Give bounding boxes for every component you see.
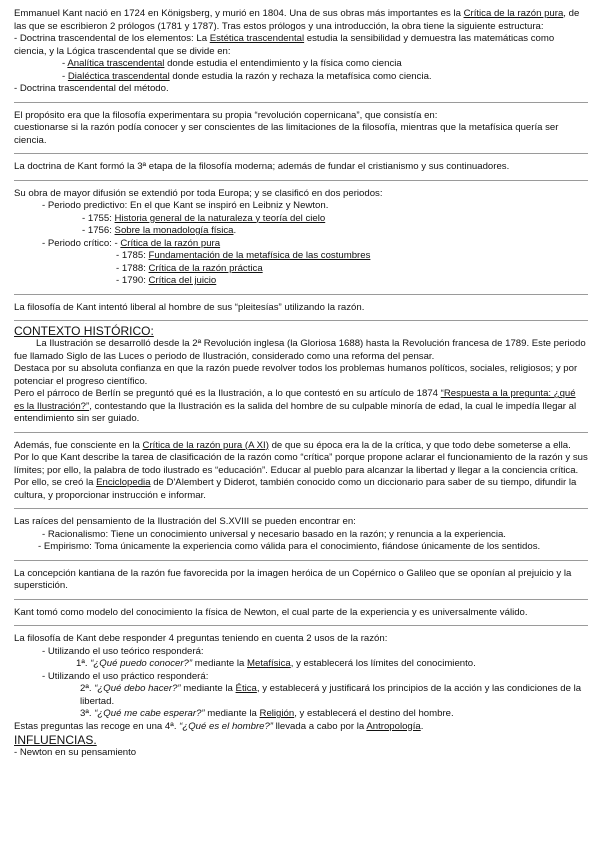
obra-title: Crítica de la razón pura bbox=[120, 237, 221, 249]
proposito-section bbox=[14, 110, 588, 148]
question-mid: mediante la bbox=[204, 708, 260, 719]
divider bbox=[14, 320, 588, 321]
sub-text: donde estudia la razón y rechaza la metafísica como ciencia. bbox=[169, 70, 432, 82]
periodo-critico bbox=[14, 238, 588, 251]
year-label: - 1756: bbox=[82, 225, 115, 236]
question-number: 2ª. bbox=[80, 683, 95, 694]
obra-1755 bbox=[14, 213, 588, 226]
dialectica-ref: Dialéctica trascendental bbox=[67, 70, 170, 82]
difusion-intro: Su obra de mayor difusión se extendió por toda Europa; y se clasificó en dos periodos: bbox=[14, 187, 383, 199]
raices-section bbox=[14, 516, 588, 554]
divider bbox=[14, 153, 588, 154]
obra-1785 bbox=[14, 250, 588, 263]
obra-title: Crítica del juicio bbox=[148, 275, 217, 286]
contexto-paragraph-3 bbox=[14, 388, 588, 426]
obra-title: Fundamentación de la metafísica de las costumbres bbox=[148, 250, 371, 261]
divider bbox=[14, 508, 588, 509]
question-number: 1ª. bbox=[76, 658, 91, 669]
metafisica-ref: Metafísica bbox=[247, 658, 291, 669]
proposito-line-1: El propósito era que la filosofía experimentara su propia “revolución copernicana”, que consistía en: bbox=[14, 109, 438, 121]
question-number: 3ª. bbox=[80, 708, 95, 719]
doctrina-paragraph: La doctrina de Kant formó la 3ª etapa de la filosofía moderna; además de fundar el cristianismo y sus continuadores. bbox=[14, 161, 510, 172]
critica-axi-ref: Crítica de la razón pura (A XI) bbox=[142, 439, 269, 451]
obra-1788 bbox=[14, 263, 588, 276]
pregunta-1 bbox=[14, 658, 588, 671]
contexto-paragraph-2: Destaca por su absoluta confianza en que la razón puede revolver todos los problemas humanos políticos, sociales, religiosos; y por potenciar el progreso científico. bbox=[14, 363, 578, 387]
intro-text: Emmanuel Kant nació en 1724 en Königsberg, y murió en 1804. Una de sus obras más importantes es la bbox=[14, 8, 464, 19]
question-mid: mediante la bbox=[192, 658, 248, 669]
liberal-paragraph: La filosofía de Kant intentó liberal al hombre de sus “pleitesías” utilizando la razón. bbox=[14, 301, 365, 313]
question-pre: Estas preguntas las recoge en una 4ª. bbox=[14, 720, 180, 732]
enciclopedia-ref: Enciclopedia bbox=[96, 477, 151, 488]
consciente-text-mid: de que su época era la de la crítica, y que todo debe someterse a ella. Por lo que Kant describe la tarea de clasificación de la razón como “crítica” porque propone aclarar el funcionamiento de la razón y sus límites; por ello, la palabra de todo ilustrado es “educación”. Educar al pueblo para alcanzar la libertad y llegar a la conciencia crítica. Por ello, se creó la bbox=[14, 439, 588, 488]
structure-item-text: - Doctrina trascendental de los elementos: La bbox=[14, 33, 210, 44]
structure-item-metodo: - Doctrina trascendental del método. bbox=[14, 83, 169, 94]
question-text: “¿Qué debo hacer?” bbox=[94, 683, 181, 694]
proposito-line-2: cuestionarse si la razón podía conocer y ser conscientes de las limitaciones de la filosofía, mientras que la metafísica quería ser ciencia. bbox=[14, 122, 559, 146]
contexto-paragraph-1: La Ilustración se desarrolló desde la 2ª Revolución inglesa (la Gloriosa 1688) hasta la Revolución francesa de 1789. Este periodo fue llamado Siglo de las Luces o periodo de Ilustración, considerado como una reforma del pensar. bbox=[14, 338, 586, 362]
obra-title: Crítica de la razón práctica bbox=[148, 262, 263, 274]
articulo-ref: “Respuesta a la pregunta: ¿qué es la Ilustración?” bbox=[14, 388, 576, 412]
punctuation: . bbox=[233, 225, 237, 236]
year-label: - 1788: bbox=[116, 262, 149, 274]
year-label: - 1755: bbox=[82, 212, 115, 224]
question-post: . bbox=[420, 720, 424, 732]
divider bbox=[14, 625, 588, 626]
sub-text: donde estudia el entendimiento y la física como ciencia bbox=[164, 58, 402, 69]
question-mid: llevada a cabo por la bbox=[273, 720, 367, 732]
consciente-text: Además, fue consciente en la bbox=[14, 439, 143, 451]
contexto-section bbox=[14, 324, 588, 426]
divider bbox=[14, 102, 588, 103]
difusion-section bbox=[14, 188, 588, 288]
structure-sub-analitica bbox=[14, 58, 588, 71]
periodo-predictivo: - Periodo predictivo: En el que Kant se inspiró en Leibniz y Newton. bbox=[42, 200, 329, 211]
question-text: “¿Qué puedo conocer?” bbox=[90, 658, 193, 669]
preguntas-intro: La filosofía de Kant debe responder 4 preguntas teniendo en cuenta 2 usos de la razón: bbox=[14, 633, 388, 644]
pregunta-2 bbox=[14, 683, 588, 708]
consciente-paragraph bbox=[14, 440, 588, 503]
question-post: , y establecerá y justificará los principios de la acción y las condiciones de la libertad. bbox=[80, 683, 582, 707]
divider bbox=[14, 432, 588, 433]
influencias-heading: INFLUENCIAS. bbox=[14, 733, 97, 747]
divider bbox=[14, 180, 588, 181]
intro-paragraph bbox=[14, 8, 588, 33]
periodo-critico-label: - Periodo crítico: - bbox=[42, 237, 121, 249]
uso-teorico: - Utilizando el uso teórico responderá: bbox=[42, 645, 204, 657]
structure-item-elementos bbox=[14, 33, 588, 58]
structure-item-text-end: estudia la sensibilidad y demuestra las matemáticas como ciencia, y la Lógica trascendental que se divide en: bbox=[14, 33, 555, 57]
newton-paragraph: Kant tomó como modelo del conocimiento la física de Newton, el cual parte de la experiencia y es universalmente válido. bbox=[14, 606, 528, 618]
contexto-heading: CONTEXTO HISTÓRICO: bbox=[14, 324, 154, 338]
etica-ref: Ética bbox=[235, 683, 257, 694]
divider bbox=[14, 294, 588, 295]
obra-1756 bbox=[14, 225, 588, 238]
obra-1790 bbox=[14, 275, 588, 288]
raices-intro: Las raíces del pensamiento de la Ilustración del S.XVIII se pueden encontrar en: bbox=[14, 516, 356, 527]
structure-sub-dialectica bbox=[14, 71, 588, 84]
obra-title: Sobre la monadología física bbox=[114, 225, 234, 236]
obra-title: Historia general de la naturaleza y teoría del cielo bbox=[114, 212, 326, 224]
question-text: “¿Qué es el hombre?” bbox=[179, 720, 273, 732]
question-text: “¿Qué me cabe esperar?” bbox=[94, 708, 205, 719]
sub-bullet: - bbox=[62, 58, 68, 69]
pregunta-4 bbox=[14, 721, 588, 734]
analitica-ref: Analítica trascendental bbox=[67, 58, 165, 69]
year-label: - 1790: bbox=[116, 275, 149, 286]
influencia-newton: - Newton en su pensamiento bbox=[14, 747, 137, 758]
influencias-section bbox=[14, 733, 588, 760]
document-page bbox=[14, 8, 588, 760]
antropologia-ref: Antropología bbox=[366, 720, 421, 732]
divider bbox=[14, 599, 588, 600]
pregunta-3 bbox=[14, 708, 588, 721]
raices-racionalismo: - Racionalismo: Tiene un conocimiento universal y necesario basado en la razón; y renuncia a la experiencia. bbox=[42, 528, 506, 540]
sub-bullet: - bbox=[62, 70, 68, 82]
question-post: , y establecerá el destino del hombre. bbox=[294, 708, 454, 719]
raices-empirismo: - Empirismo: Toma únicamente la experiencia como válida para el conocimiento, fiándose únicamente de los sentidos. bbox=[38, 541, 541, 552]
contexto-text-end: , contestando que la Ilustración es la salida del hombre de su culpable minoría de edad, la cual le impedía llegar al entendimiento sin ser guiado. bbox=[14, 400, 577, 424]
religion-ref: Religión bbox=[259, 708, 295, 719]
divider bbox=[14, 560, 588, 561]
preguntas-section bbox=[14, 633, 588, 733]
estetica-ref: Estética trascendental bbox=[209, 33, 305, 44]
intro-section bbox=[14, 8, 588, 96]
question-mid: mediante la bbox=[180, 683, 236, 694]
year-label: - 1785: bbox=[116, 250, 149, 261]
uso-practico: - Utilizando el uso práctico responderá: bbox=[42, 670, 209, 682]
concepcion-paragraph: La concepción kantiana de la razón fue favorecida por la imagen heróica de un Copérnico o Galileo que se oponían al prejuicio y la superstición. bbox=[14, 567, 572, 591]
critica-razon-pura-ref: Crítica de la razón pura bbox=[463, 8, 564, 19]
consciente-text-end: de D'Alembert y Diderot, también conocido como un diccionario para saber de su tiempo, difundir la cultura, y proporcionar instrucción e informar. bbox=[14, 477, 577, 501]
intro-text-end: , de las que se escribieron 2 prólogos (1781 y 1787). Tras estos prólogos y una introducción, la obra tiene la siguiente estructura: bbox=[14, 8, 580, 32]
contexto-text: Pero el párroco de Berlín se preguntó qué es la Ilustración, a lo que contestó en su artículo de 1874 bbox=[14, 388, 441, 399]
question-post: , y establecerá los límites del conocimiento. bbox=[290, 658, 476, 669]
